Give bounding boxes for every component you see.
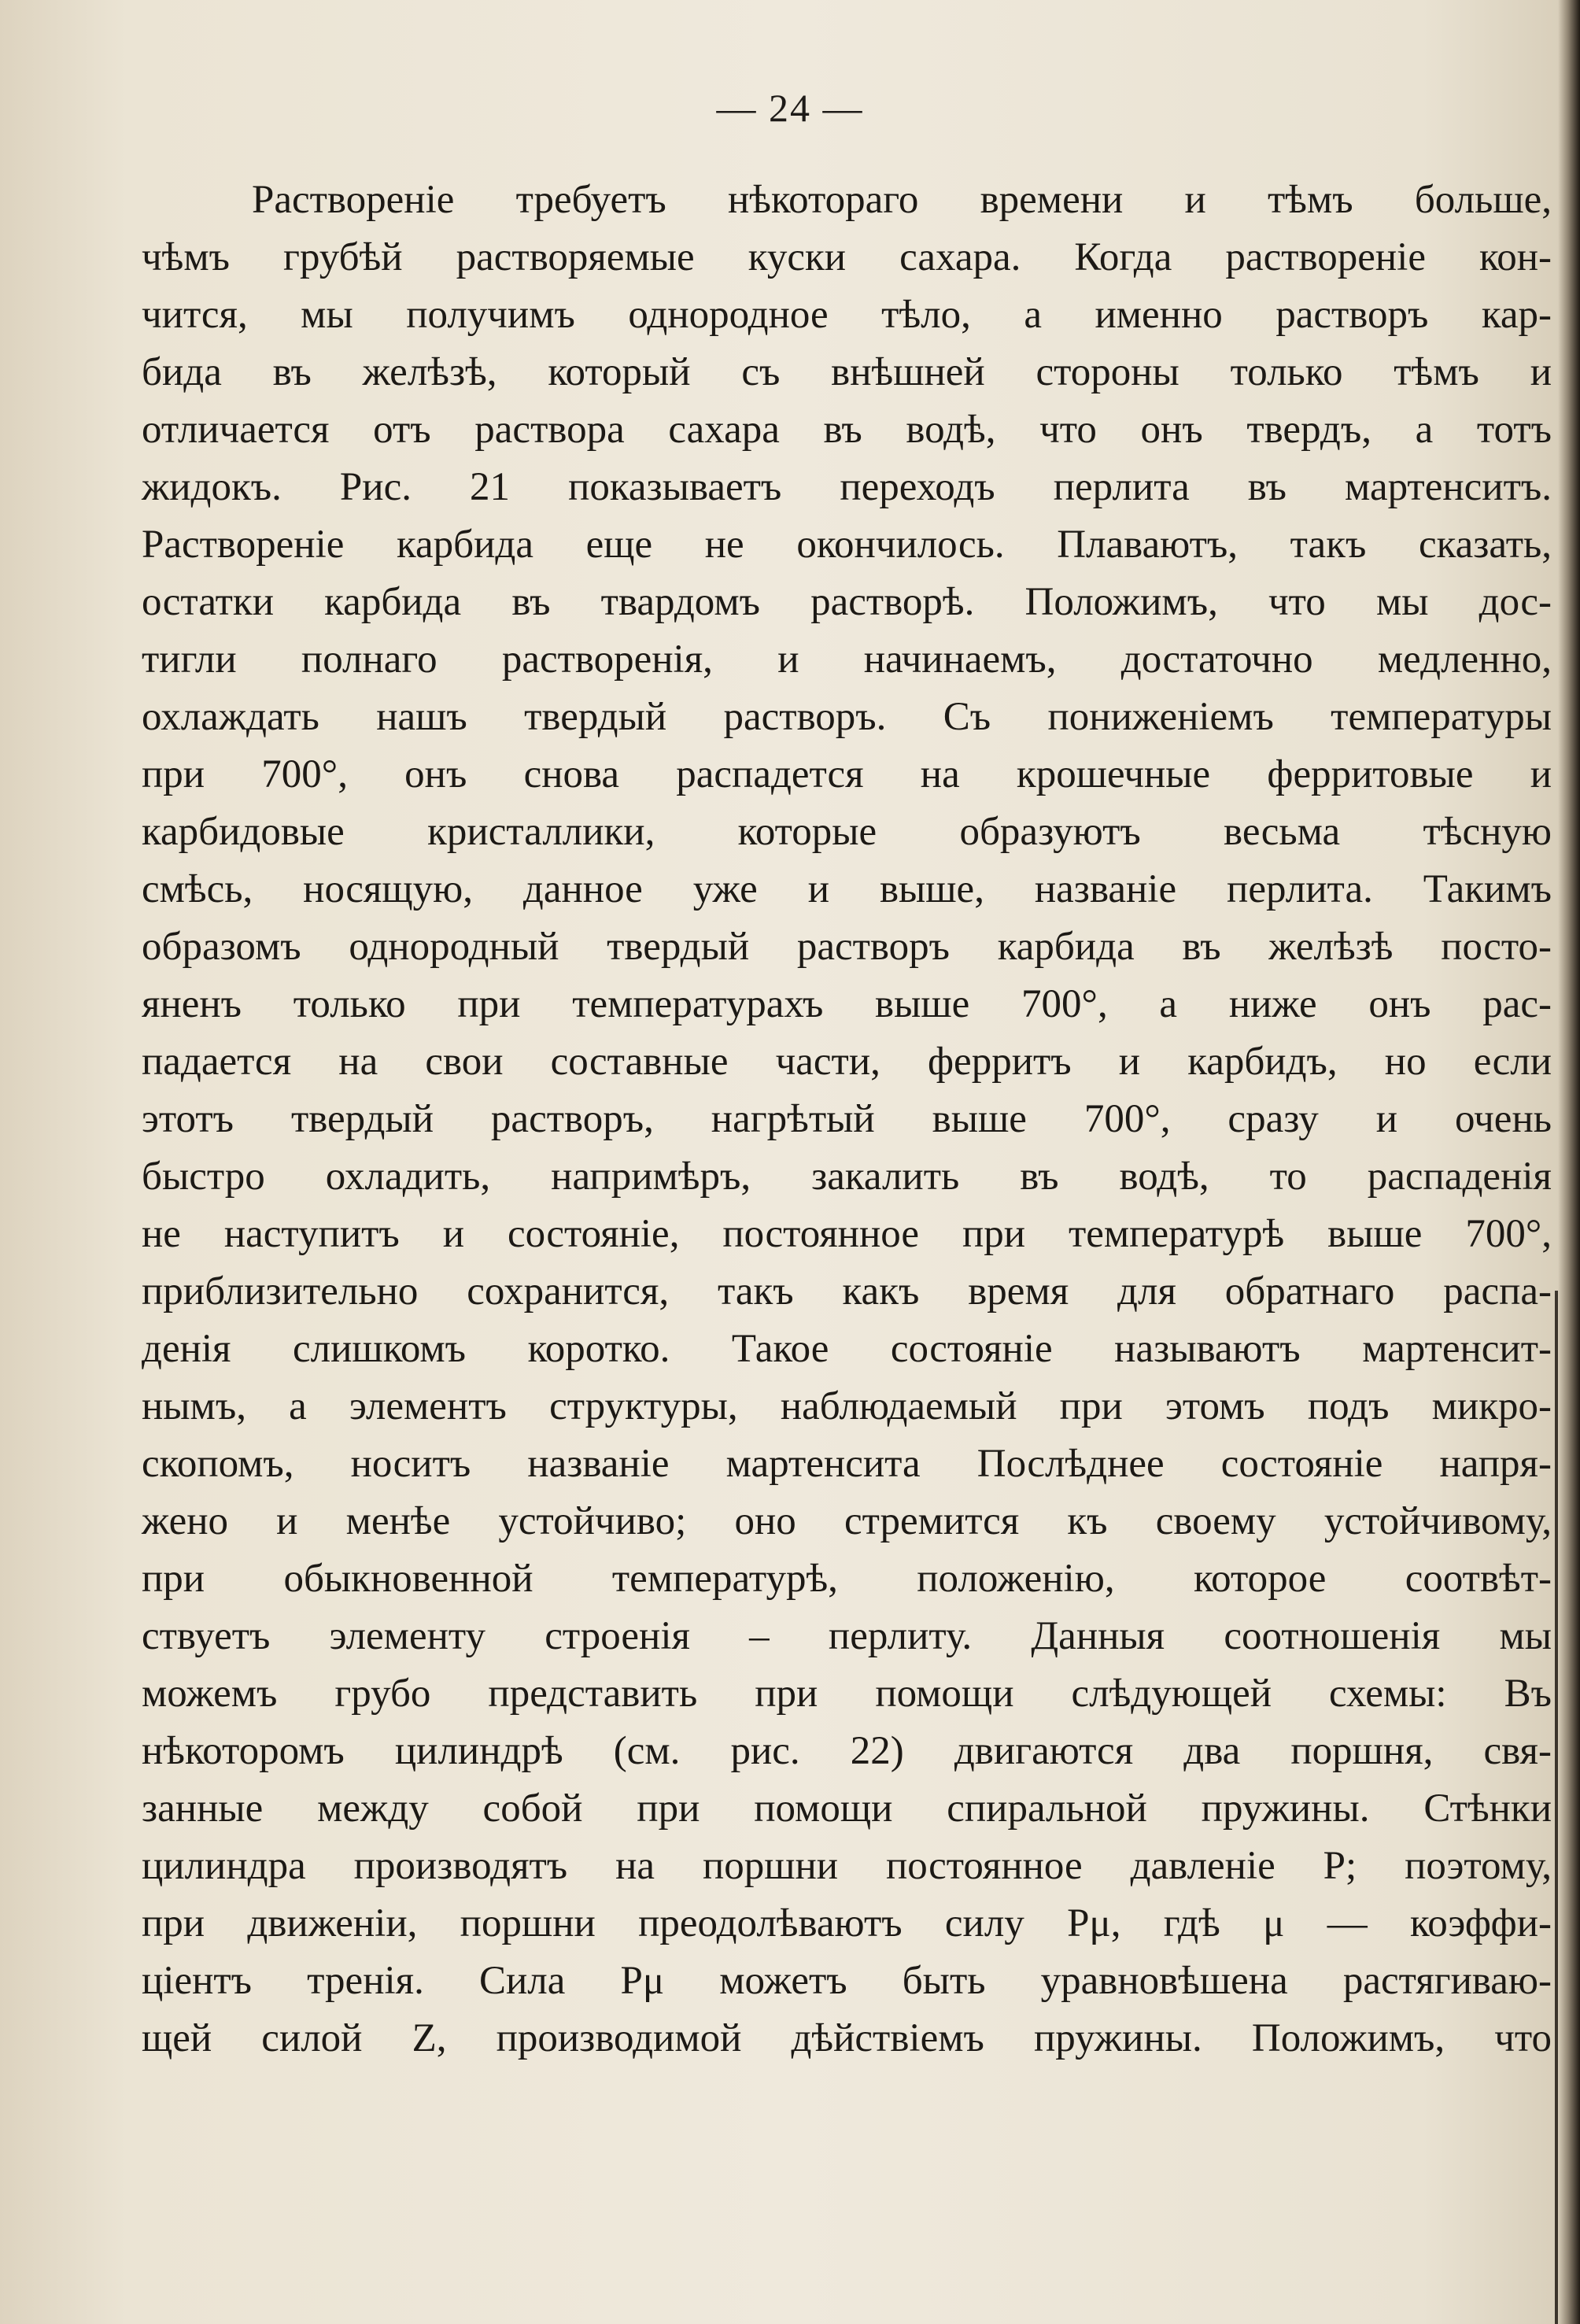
text-line: смѣсь, носящую, данное уже и выше, названіе перлита. Такимъ [142,867,1552,911]
text-line: приблизительно сохранится, такъ какъ время для обратнаго распа- [142,1269,1552,1313]
text-line: жидокъ. Рис. 21 показываетъ переходъ перлита въ мартенситъ. [142,465,1552,509]
text-line: при обыкновенной температурѣ, положенію, которое соотвѣт- [142,1557,1552,1601]
text-line: карбидовые кристаллики, которые образуютъ весьма тѣсную [142,810,1552,854]
text-line: охлаждать нашъ твердый растворъ. Съ пониженіемъ температуры [142,695,1552,739]
text-line: скопомъ, носитъ названіе мартенсита Послѣднее состояніе напря- [142,1442,1552,1486]
text-line: Раствореніе карбида еще не окончилось. Плаваютъ, такъ сказать, [142,523,1552,567]
text-line: нымъ, а элементъ структуры, наблюдаемый при этомъ подъ микро- [142,1384,1552,1428]
text-line: яненъ только при температурахъ выше 700°, а ниже онъ рас- [142,982,1552,1026]
text-line: занные между собой при помощи спиральной пружины. Стѣнки [142,1786,1552,1831]
text-line: Раствореніе требуетъ нѣкотораго времени и тѣмъ больше, [252,178,1552,222]
text-line: ствуетъ элементу строенія – перлиту. Данныя соотношенія мы [142,1614,1552,1658]
text-line: быстро охладить, напримѣръ, закалить въ водѣ, то распаденія [142,1155,1552,1199]
text-line: денія слишкомъ коротко. Такое состояніе называютъ мартенсит- [142,1327,1552,1371]
text-line: жено и менѣе устойчиво; оно стремится къ своему устойчивому, [142,1499,1552,1543]
text-line: чѣмъ грубѣй растворяемые куски сахара. Когда раствореніе кон- [142,235,1552,279]
body-text [142,172,1552,2067]
text-line: при движеніи, поршни преодолѣваютъ силу Pμ, гдѣ μ — коэффи- [142,1901,1552,1945]
text-line: нѣкоторомъ цилиндрѣ (см. рис. 22) двигаются два поршня, свя- [142,1729,1552,1773]
text-line: образомъ однородный твердый растворъ карбида въ желѣзѣ посто- [142,925,1552,969]
text-line: цилиндра производятъ на поршни постоянное давленіе P; поэтому, [142,1844,1552,1888]
text-line: щей силой Z, производимой дѣйствіемъ пружины. Положимъ, что [142,2016,1552,2060]
text-line: остатки карбида въ твардомъ растворѣ. Положимъ, что мы дос- [142,580,1552,624]
text-line: тигли полнаго растворенія, и начинаемъ, достаточно медленно, [142,637,1552,682]
text-line: чится, мы получимъ однородное тѣло, а именно растворъ кар- [142,293,1552,337]
page-number: — 24 — [716,86,864,130]
page-edge-shadow [1558,0,1580,2324]
text-line: при 700°, онъ снова распадется на крошечные ферритовые и [142,752,1552,796]
text-line: падается на свои составные части, ферритъ и карбидъ, но если [142,1040,1552,1084]
text-line: не наступитъ и состояніе, постоянное при температурѣ выше 700°, [142,1212,1552,1256]
text-line: можемъ грубо представить при помощи слѣдующей схемы: Въ [142,1672,1552,1716]
text-line: ціентъ тренія. Сила Pμ можетъ быть уравновѣшена растягиваю- [142,1959,1552,2003]
text-line: бида въ желѣзѣ, который съ внѣшней стороны только тѣмъ и [142,350,1552,394]
text-line: отличается отъ раствора сахара въ водѣ, что онъ твердъ, а тотъ [142,408,1552,452]
text-line: этотъ твердый растворъ, нагрѣтый выше 700°, сразу и очень [142,1097,1552,1141]
